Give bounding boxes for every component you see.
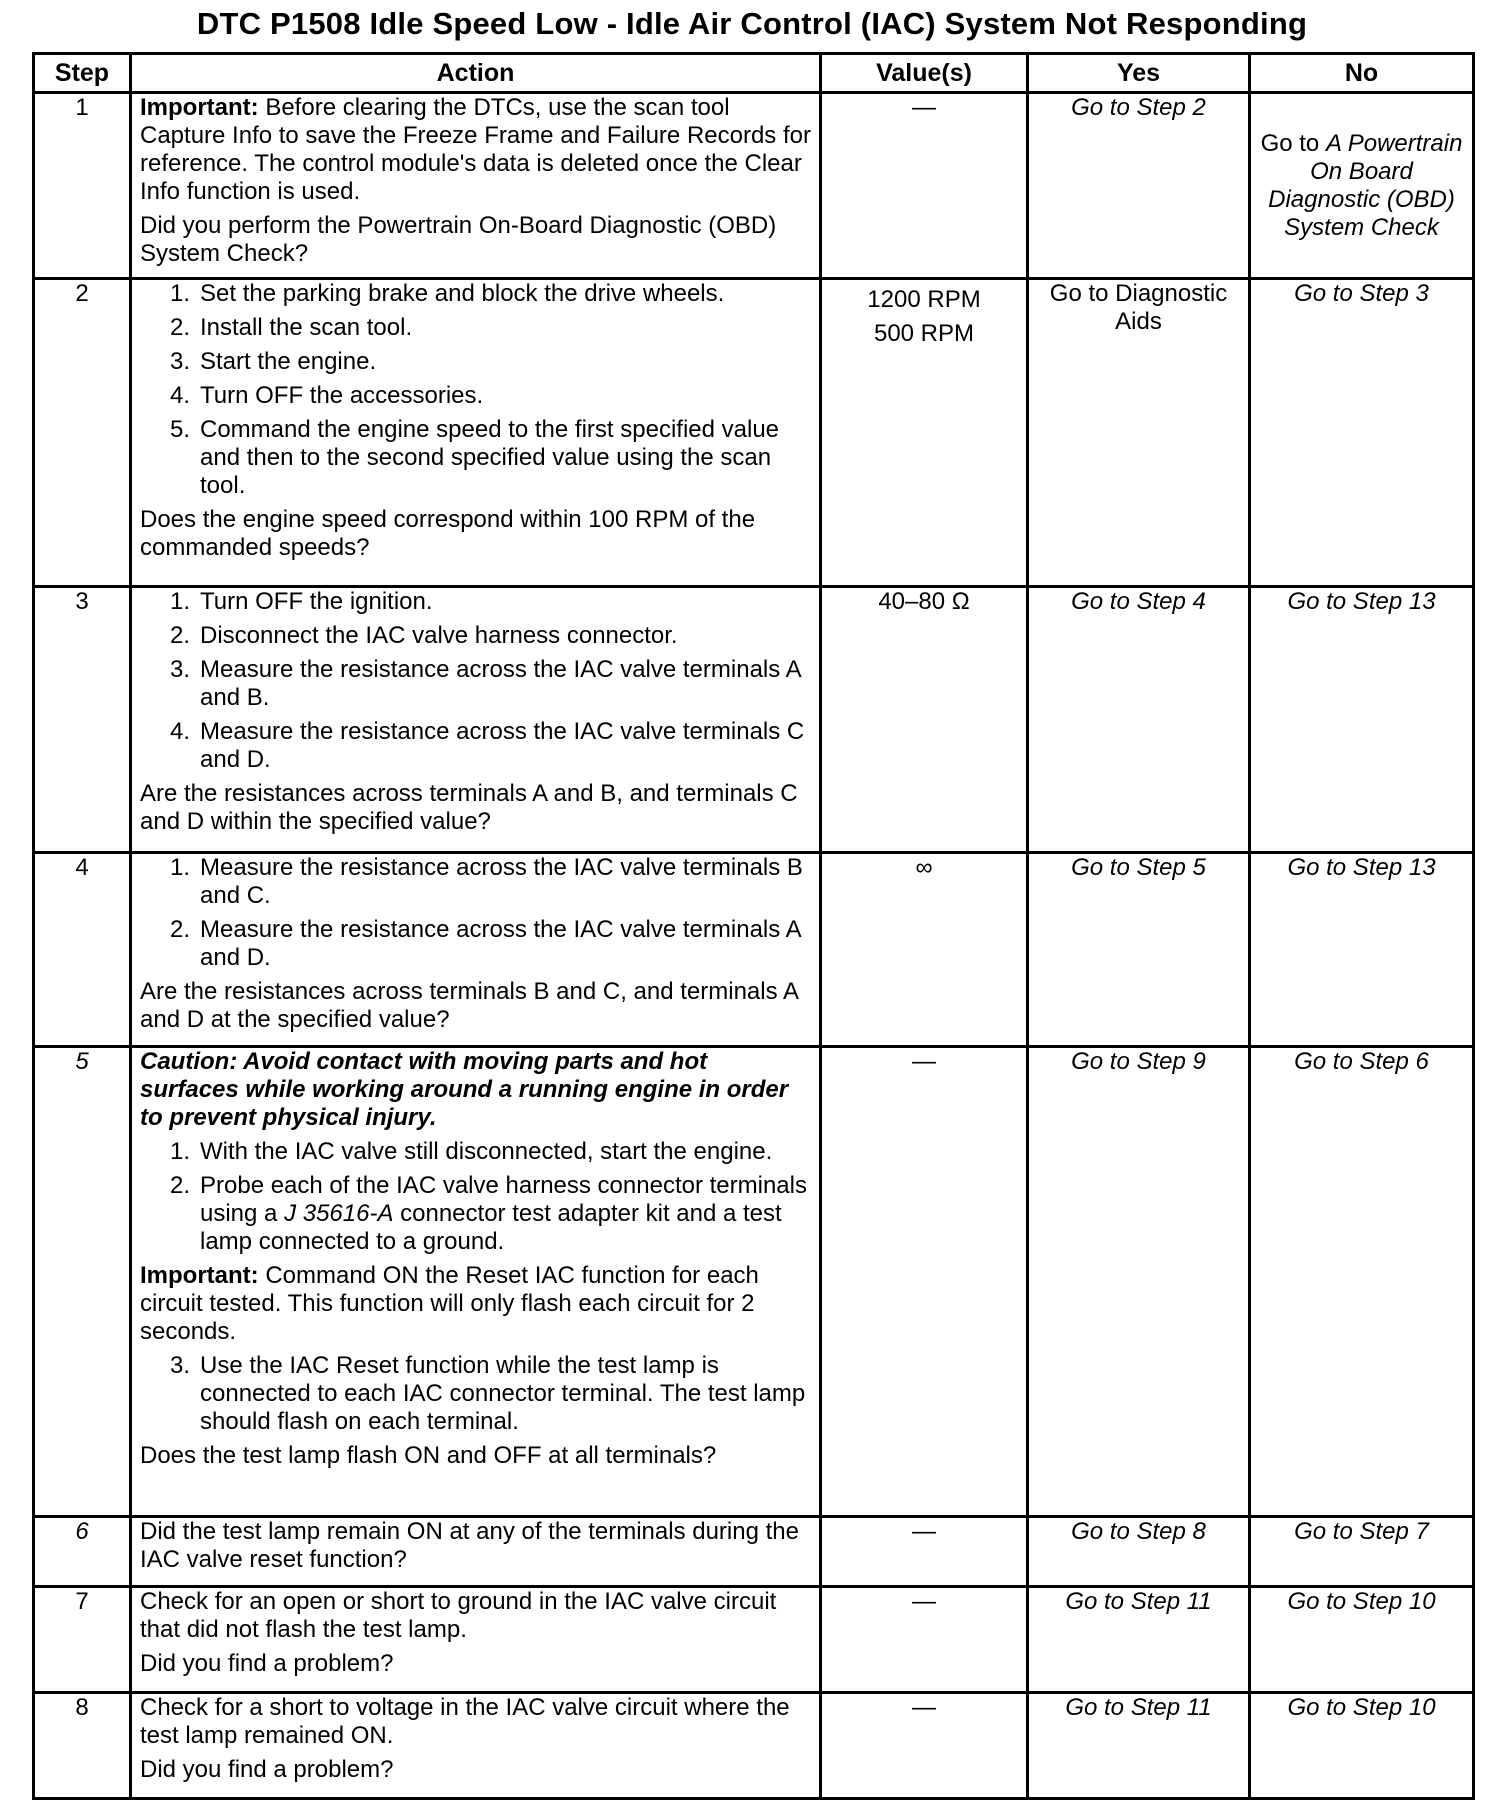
item-text: Measure the resistance across the IAC valve terminals A and D. <box>200 916 801 971</box>
item-number: 2. <box>169 314 190 341</box>
item-number: 3. <box>169 348 190 375</box>
no-cell <box>1250 93 1474 279</box>
list-item <box>140 348 811 376</box>
item-text <box>200 1172 811 1256</box>
item-number: 1. <box>169 1138 190 1165</box>
step-number: 8 <box>34 1693 131 1799</box>
value-cell: 40–80 Ω <box>821 587 1028 853</box>
important-label: Important: <box>140 1262 259 1289</box>
header-yes: Yes <box>1028 54 1250 93</box>
table-header-row <box>34 54 1474 93</box>
important-note <box>140 94 811 206</box>
item-text-pre: Probe each of the IAC valve harness connector terminals using a <box>200 1172 807 1227</box>
item-number: 4. <box>169 718 190 745</box>
item-number: 2. <box>169 622 190 649</box>
check-text: Check for an open or short to ground in the IAC valve circuit that did not flash the test lamp. <box>140 1588 777 1643</box>
action-cell <box>131 1517 821 1587</box>
value-rpm-low: 500 RPM <box>873 320 975 347</box>
header-values: Value(s) <box>821 54 1028 93</box>
item-text: Command the engine speed to the first specified value and then to the second specified value using the scan tool. <box>200 416 780 499</box>
yes-cell: Go to Step 9 <box>1028 1047 1250 1517</box>
action-cell <box>131 279 821 587</box>
item-text: Measure the resistance across the IAC valve terminals A and B. <box>200 656 801 711</box>
page-title: DTC P1508 Idle Speed Low - Idle Air Control (IAC) System Not Responding <box>196 6 1308 41</box>
important-text: Command ON the Reset IAC function for each circuit tested. This function will only flash each circuit for 2 seconds. <box>140 1262 759 1345</box>
list-item <box>140 588 811 616</box>
action-cell <box>131 1693 821 1799</box>
yes-cell: Go to Step 2 <box>1028 93 1250 279</box>
list-item <box>140 656 811 712</box>
header-step: Step <box>34 54 131 93</box>
step-number: 2 <box>34 279 131 587</box>
tool-number: J 35616-A <box>284 1200 394 1227</box>
item-text: Disconnect the IAC valve harness connector. <box>200 622 678 649</box>
step-number: 6 <box>34 1517 131 1587</box>
header-action: Action <box>131 54 821 93</box>
table-row <box>34 853 1474 1047</box>
action-cell <box>131 1047 821 1517</box>
value-cell: — <box>821 1517 1028 1587</box>
action-list <box>140 588 811 774</box>
item-text: Start the engine. <box>200 348 377 375</box>
no-cell: Go to Step 10 <box>1250 1693 1474 1799</box>
no-cell: Go to Step 6 <box>1250 1047 1474 1517</box>
question: Are the resistances across terminals B and C, and terminals A and D at the specified value? <box>140 978 798 1033</box>
step-number: 7 <box>34 1587 131 1693</box>
action-cell <box>131 1587 821 1693</box>
action-list <box>140 1352 811 1436</box>
item-text: With the IAC valve still disconnected, start the engine. <box>200 1138 773 1165</box>
item-number: 1. <box>169 588 190 615</box>
action-cell <box>131 853 821 1047</box>
important-note <box>140 1262 811 1346</box>
list-item <box>140 314 811 342</box>
caution-note: Caution: Avoid contact with moving parts and hot surfaces while working around a running engine in order to prevent physical injury. <box>140 1048 789 1131</box>
important-text: Before clearing the DTCs, use the scan tool Capture Info to save the Freeze Frame and Failure Records for reference. The control module's data is deleted once the Clear Info function is used. <box>140 94 811 205</box>
item-number: 3. <box>169 656 190 683</box>
step-number: 1 <box>34 93 131 279</box>
item-text: Measure the resistance across the IAC valve terminals B and C. <box>200 854 803 909</box>
value-cell: ∞ <box>821 853 1028 1047</box>
item-number: 2. <box>169 916 190 943</box>
action-cell <box>131 587 821 853</box>
item-text: Turn OFF the ignition. <box>200 588 433 615</box>
table-row <box>34 1693 1474 1799</box>
no-link-text: A Powertrain On Board Diagnostic (OBD) System Check <box>1268 129 1463 241</box>
yes-cell: Go to Step 11 <box>1028 1693 1250 1799</box>
item-text: Turn OFF the accessories. <box>200 382 484 409</box>
yes-cell: Go to Diagnostic Aids <box>1028 279 1250 587</box>
action-cell <box>131 93 821 279</box>
diagnostic-table <box>32 52 1475 1800</box>
list-item <box>140 1138 811 1166</box>
header-no: No <box>1250 54 1474 93</box>
yes-cell: Go to Step 4 <box>1028 587 1250 853</box>
action-list <box>140 854 811 972</box>
value-cell: — <box>821 1587 1028 1693</box>
question: Does the engine speed correspond within 100 RPM of the commanded speeds? <box>140 506 756 561</box>
value-cell: — <box>821 93 1028 279</box>
check-text: Check for a short to voltage in the IAC valve circuit where the test lamp remained ON. <box>140 1694 790 1749</box>
table-row <box>34 587 1474 853</box>
question: Are the resistances across terminals A and B, and terminals C and D within the specified value? <box>140 780 798 835</box>
yes-cell: Go to Step 5 <box>1028 853 1250 1047</box>
question: Does the test lamp flash ON and OFF at all terminals? <box>140 1442 717 1469</box>
list-item <box>140 622 811 650</box>
item-number: 3. <box>169 1352 190 1379</box>
table-row <box>34 279 1474 587</box>
table-row <box>34 93 1474 279</box>
table-row <box>34 1517 1474 1587</box>
step-number: 3 <box>34 587 131 853</box>
list-item <box>140 382 811 410</box>
no-prefix: Go to <box>1260 129 1326 157</box>
no-cell: Go to Step 3 <box>1250 279 1474 587</box>
no-cell: Go to Step 10 <box>1250 1587 1474 1693</box>
item-number: 5. <box>169 416 190 443</box>
item-number: 4. <box>169 382 190 409</box>
step-number: 4 <box>34 853 131 1047</box>
item-number: 2. <box>169 1172 190 1199</box>
action-list <box>140 280 811 500</box>
list-item <box>140 280 811 308</box>
action-list <box>140 1138 811 1256</box>
item-text: Install the scan tool. <box>200 314 413 341</box>
yes-cell: Go to Step 11 <box>1028 1587 1250 1693</box>
no-cell: Go to Step 13 <box>1250 587 1474 853</box>
no-cell: Go to Step 13 <box>1250 853 1474 1047</box>
no-cell: Go to Step 7 <box>1250 1517 1474 1587</box>
step-number: 5 <box>34 1047 131 1517</box>
value-cell: — <box>821 1693 1028 1799</box>
list-item <box>140 718 811 774</box>
value-rpm-high: 1200 RPM <box>867 286 981 313</box>
question: Did the test lamp remain ON at any of the terminals during the IAC valve reset function? <box>140 1518 799 1573</box>
item-text: Measure the resistance across the IAC valve terminals C and D. <box>200 718 805 773</box>
list-item <box>140 1172 811 1256</box>
question: Did you find a problem? <box>140 1756 394 1783</box>
item-text: Set the parking brake and block the drive wheels. <box>200 280 725 307</box>
list-item <box>140 916 811 972</box>
item-number: 1. <box>169 280 190 307</box>
table-row <box>34 1587 1474 1693</box>
important-label: Important: <box>140 94 259 121</box>
list-item <box>140 854 811 910</box>
item-text: Use the IAC Reset function while the test lamp is connected to each IAC connector terminal. The test lamp should flash on each terminal. <box>200 1352 806 1435</box>
table-row <box>34 1047 1474 1517</box>
question: Did you find a problem? <box>140 1650 394 1677</box>
yes-cell: Go to Step 8 <box>1028 1517 1250 1587</box>
item-text-post: connector test adapter kit and a test lamp connected to a ground. <box>200 1200 782 1255</box>
value-cell: — <box>821 1047 1028 1517</box>
question: Did you perform the Powertrain On-Board Diagnostic (OBD) System Check? <box>140 212 777 267</box>
list-item <box>140 1352 811 1436</box>
list-item <box>140 416 811 500</box>
value-cell <box>821 279 1028 587</box>
item-number: 1. <box>169 854 190 881</box>
